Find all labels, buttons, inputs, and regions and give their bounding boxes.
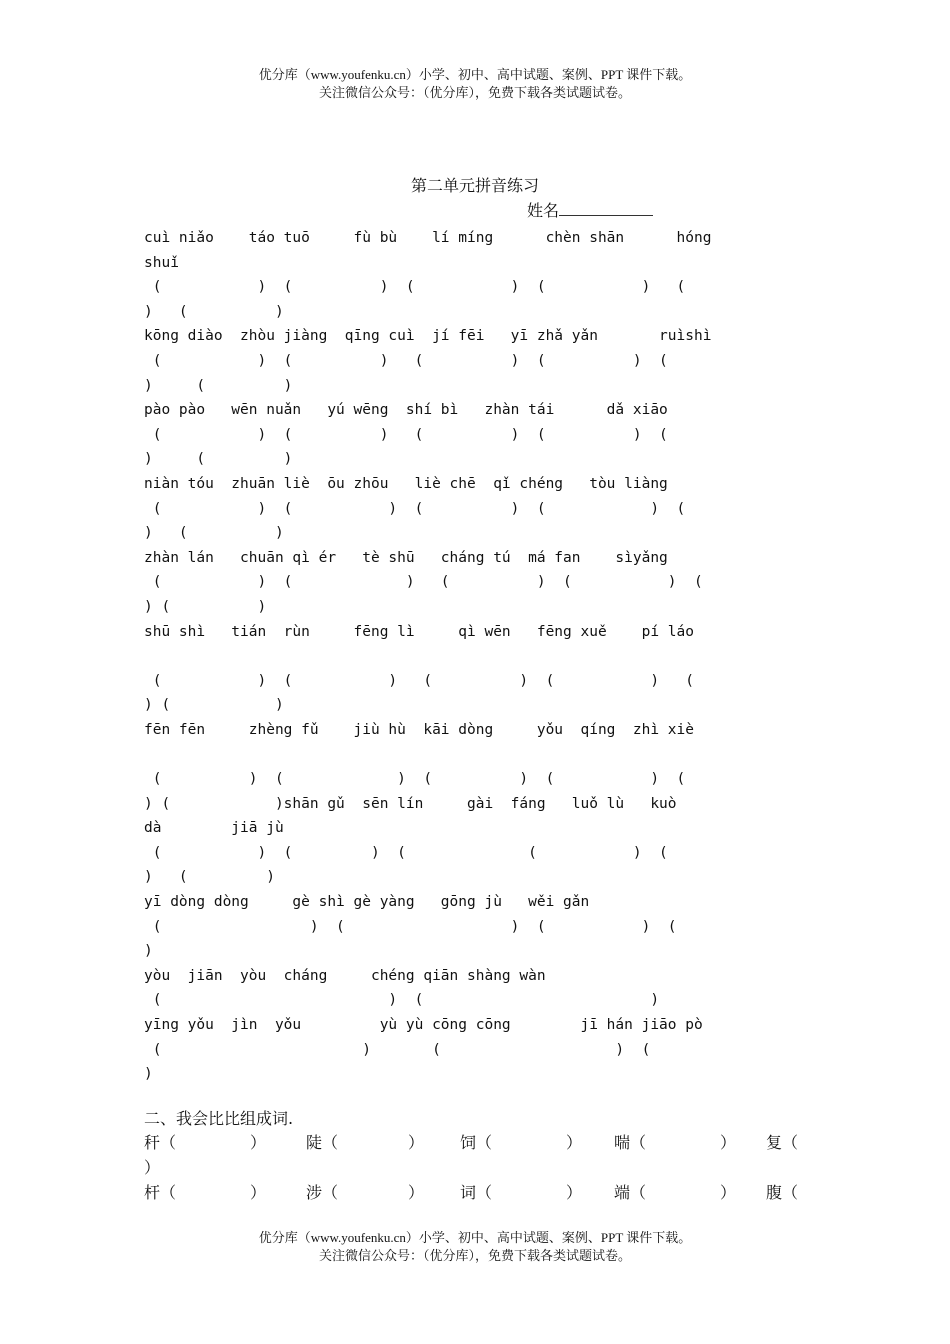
answer-line: ) ( ) bbox=[144, 303, 284, 320]
answer-line: ) bbox=[144, 943, 153, 960]
pinyin-line: cuì niǎo táo tuō fù bù lí míng chèn shān hóng bbox=[144, 230, 712, 246]
compare-cell: 复（ bbox=[766, 1133, 799, 1153]
name-label: 姓名 bbox=[527, 201, 560, 220]
answer-line: ) ( ) bbox=[144, 697, 284, 714]
compare-cell: ） bbox=[250, 1133, 267, 1153]
pinyin-line: yī dòng dòng gè shì gè yàng gōng jù wěi gǎn bbox=[144, 894, 590, 911]
pinyin-section bbox=[144, 226, 810, 1087]
worksheet-body bbox=[144, 226, 810, 1205]
answer-line: ( ) ( ) ( ) ( ) ( bbox=[144, 426, 668, 443]
answer-line: ( ) ( ) ( ( ) ( bbox=[144, 844, 668, 861]
pinyin-line: yīng yǒu jìn yǒu yù yù cōng cōng jī hán jiāo pò bbox=[144, 1017, 703, 1033]
pinyin-line: shuǐ bbox=[144, 254, 179, 271]
compare-cell: ） bbox=[566, 1133, 583, 1153]
answer-line: ) ( ) bbox=[144, 869, 275, 886]
compare-cell: 喘（ bbox=[614, 1133, 647, 1153]
compare-cell: ） bbox=[720, 1182, 737, 1202]
section-heading: 二、我会比比组成词. bbox=[144, 1108, 294, 1128]
compare-cell: ） bbox=[144, 1157, 161, 1177]
pinyin-line: niàn tóu zhuān liè ōu zhōu liè chē qǐ chéng tòu liàng bbox=[144, 475, 668, 492]
word-compare-section bbox=[144, 1107, 810, 1205]
page-header bbox=[0, 66, 950, 102]
pinyin-line: dà jiā jù bbox=[144, 820, 284, 837]
compare-cell: 秆（ bbox=[144, 1133, 177, 1153]
answer-line: ( ) ( ) ( ) ( ) ( bbox=[144, 672, 694, 689]
pinyin-line: kōng diào zhòu jiàng qīng cuì jí fēi yī zhǎ yǎn ruìshì bbox=[144, 328, 712, 345]
compare-cell: ） bbox=[408, 1133, 425, 1153]
compare-row-tail bbox=[144, 1156, 810, 1181]
compare-cell: 饲（ bbox=[460, 1133, 493, 1153]
answer-line: ( ) ( ) ( ) ( ) ( bbox=[144, 352, 668, 369]
answer-line: ( ) ( ) bbox=[144, 992, 660, 1009]
pinyin-line: zhàn lán chuān qì ér tè shū cháng tú má fan sìyǎng bbox=[144, 549, 668, 566]
name-blank[interactable] bbox=[559, 200, 653, 216]
answer-line: ) ( ) bbox=[144, 451, 293, 468]
answer-line: ) ( ) bbox=[144, 525, 284, 542]
answer-line: ( ) ( ) ( bbox=[144, 1041, 651, 1058]
compare-cell: ） bbox=[250, 1182, 267, 1202]
answer-line: ) bbox=[144, 1066, 153, 1083]
answer-line: ) ( ) bbox=[144, 377, 293, 394]
compare-cell: 腹（ bbox=[766, 1182, 799, 1202]
answer-line: ) ( )shān gǔ sēn lín gài fáng luǒ lù kuò bbox=[144, 795, 677, 812]
answer-line: ( ) ( ) ( ) ( bbox=[144, 918, 677, 935]
compare-row bbox=[144, 1131, 810, 1156]
header-line-1: 优分库（www.youfenku.cn）小学、初中、高中试题、案例、PPT 课件下载。 bbox=[258, 67, 692, 82]
answer-line: ) ( ) bbox=[144, 598, 267, 615]
compare-cell: ） bbox=[566, 1182, 583, 1202]
compare-cell: 陡（ bbox=[306, 1133, 339, 1153]
blank-line bbox=[144, 644, 810, 669]
pinyin-line: pào pào wēn nuǎn yú wēng shí bì zhàn tái dǎ xiāo bbox=[144, 402, 668, 419]
answer-line: ( ) ( ) ( ) ( ) ( bbox=[144, 574, 703, 591]
compare-cell: 杆（ bbox=[144, 1182, 177, 1202]
answer-line: ( ) ( ) ( ) ( ) ( bbox=[144, 279, 686, 296]
name-field bbox=[527, 200, 653, 222]
compare-cell: 涉（ bbox=[306, 1182, 339, 1202]
footer-line-2: 关注微信公众号：（优分库），免费下载各类试题试卷。 bbox=[318, 1248, 631, 1263]
compare-cell: 词（ bbox=[460, 1182, 493, 1202]
answer-line: ( ) ( ) ( ) ( ) ( bbox=[144, 771, 686, 788]
worksheet-title: 第二单元拼音练习 bbox=[410, 176, 539, 195]
pinyin-line: yòu jiān yòu cháng chéng qiān shàng wàn bbox=[144, 967, 546, 984]
compare-cell: 端（ bbox=[614, 1182, 647, 1202]
footer-line-1: 优分库（www.youfenku.cn）小学、初中、高中试题、案例、PPT 课件下载。 bbox=[258, 1230, 692, 1245]
compare-cell: ） bbox=[408, 1182, 425, 1202]
pinyin-line: fēn fēn zhèng fǔ jiù hù kāi dòng yǒu qíng zhì xiè bbox=[144, 721, 694, 738]
page-footer bbox=[0, 1229, 950, 1265]
blank-line bbox=[144, 742, 810, 767]
answer-line: ( ) ( ) ( ) ( ) ( bbox=[144, 500, 686, 517]
pinyin-line: shū shì tián rùn fēng lì qì wēn fēng xuě pí láo bbox=[144, 623, 694, 640]
compare-row bbox=[144, 1181, 810, 1206]
compare-cell: ） bbox=[720, 1133, 737, 1153]
header-line-2: 关注微信公众号：（优分库），免费下载各类试题试卷。 bbox=[318, 85, 631, 100]
